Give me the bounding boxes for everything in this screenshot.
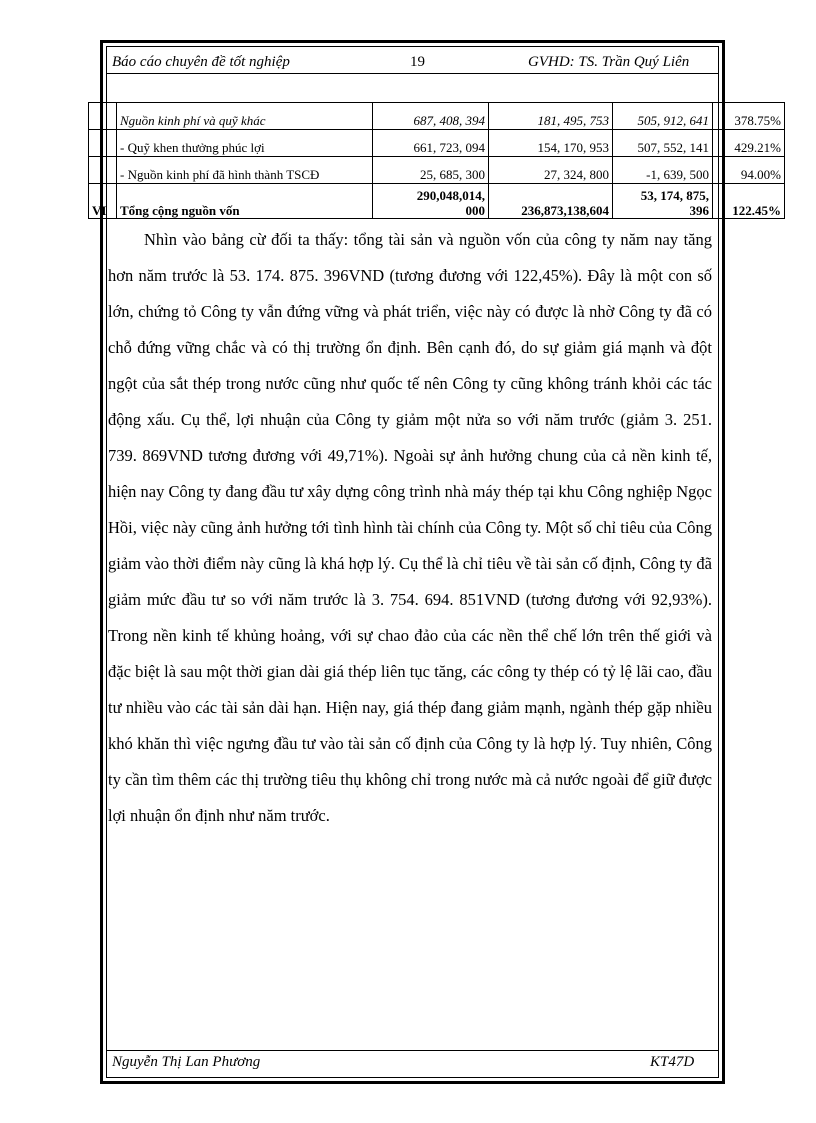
row-cur: 181, 495, 753 [489, 103, 613, 130]
table-row [89, 103, 785, 130]
row-prev: 661, 723, 094 [373, 130, 489, 157]
table-row [89, 130, 785, 157]
analysis-paragraph: Nhìn vào bảng cừ đối ta thấy: tổng tài sản và nguồn vốn của công ty năm nay tăng hơn năm trước là 53. 174. 875. 396VND (tương đương với 122,45%). Đây là một con số lớn, chứng tỏ Công ty vẫn đứng vững và phát triển, việc này có được là nhờ Công ty đã có chỗ đứng vững chắc và có thị trường ổn định. Bên cạnh đó, do sự giảm giá mạnh và đột ngột của sắt thép trong nước cũng như quốc tế nên Công ty cũng không tránh khỏi các tác động xấu. Cụ thể, lợi nhuận của Công ty giảm một nửa so với năm trước (giảm 3. 251. 739. 869VND tương đương với 49,71%). Ngoài sự ảnh hưởng chung của cả nền kinh tế, hiện nay Công ty đang đầu tư xây dựng công trình nhà máy thép tại khu Công nghiệp Ngọc Hồi, việc này cũng ảnh hưởng tới tình hình tài chính của Công ty. Một số chỉ tiêu của Công giảm vào thời điểm này cũng là khá hợp lý. Cụ thể là chỉ tiêu về tài sản cố định, Công ty đã giảm mức đầu tư so với năm trước là 3. 754. 694. 851VND (tương đương với 92,93%). Trong nền kinh tế khủng hoảng, với sự chao đảo của các nền thể chế lớn trên thế giới và đặc biệt là sau một thời gian dài giá thép liên tục tăng, các công ty thép có tỷ lệ lãi cao, đầu tư nhiều vào các tài sản dài hạn. Hiện nay, giá thép đang giảm mạnh, ngành thép gặp nhiều khó khăn thì việc ngưng đầu tư vào tài sản cố định của Công ty là hợp lý. Tuy nhiên, Công ty cần tìm thêm các thị trường tiêu thụ không chỉ trong nước mà cả nước ngoài để giữ được lợi nhuận ổn định như năm trước. [108, 230, 712, 825]
header-report-title: Báo cáo chuyên đề tốt nghiệp [112, 54, 290, 70]
footer-author: Nguyễn Thị Lan Phương [112, 1054, 261, 1070]
page-header [110, 52, 710, 74]
row-stt [89, 130, 117, 157]
header-page-number: 19 [410, 54, 425, 70]
total-cur: 236,873,138,604 [489, 184, 613, 219]
total-pct: 122.45% [713, 184, 785, 219]
header-divider [106, 73, 719, 74]
row-name: Nguồn kinh phí và quỹ khác [117, 103, 373, 130]
capital-sources-table [88, 102, 785, 219]
row-stt [89, 103, 117, 130]
row-pct: 429.21% [713, 130, 785, 157]
footer-class: KT47D [650, 1054, 695, 1070]
row-stt [89, 157, 117, 184]
analysis-text [108, 222, 712, 834]
row-pct: 378.75% [713, 103, 785, 130]
row-diff: 507, 552, 141 [613, 130, 713, 157]
row-name: - Nguồn kinh phí đã hình thành TSCĐ [117, 157, 373, 184]
total-diff: 53, 174, 875, 396 [613, 184, 713, 219]
row-pct: 94.00% [713, 157, 785, 184]
row-diff: 505, 912, 641 [613, 103, 713, 130]
row-cur: 154, 170, 953 [489, 130, 613, 157]
table-row [89, 157, 785, 184]
row-cur: 27, 324, 800 [489, 157, 613, 184]
row-prev: 687, 408, 394 [373, 103, 489, 130]
row-diff: -1, 639, 500 [613, 157, 713, 184]
total-prev: 290,048,014, 000 [373, 184, 489, 219]
row-name: - Quỹ khen thưởng phúc lợi [117, 130, 373, 157]
page-footer [110, 1052, 710, 1074]
row-prev: 25, 685, 300 [373, 157, 489, 184]
footer-divider [106, 1050, 719, 1051]
header-advisor: GVHD: TS. Trần Quý Liên [528, 54, 690, 70]
total-stt: VI [89, 184, 117, 219]
total-name: Tổng cộng nguồn vốn [117, 184, 373, 219]
table-total-row [89, 184, 785, 219]
